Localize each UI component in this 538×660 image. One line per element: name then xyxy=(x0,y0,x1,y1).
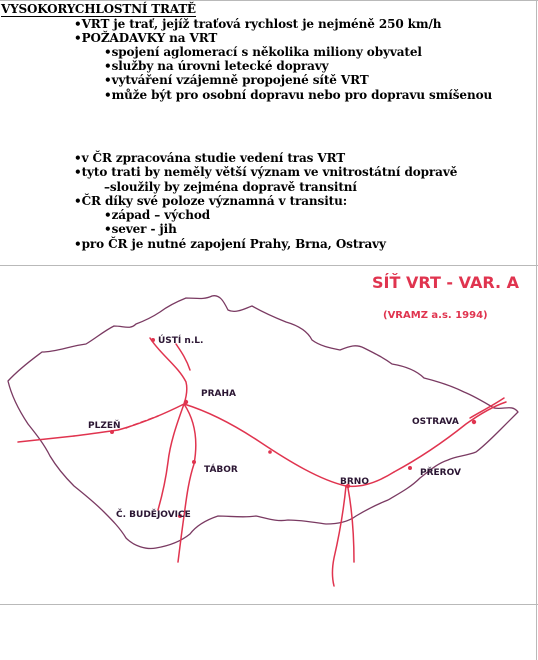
city-dot-ostrava xyxy=(472,420,476,424)
rail-praha-budejovice xyxy=(178,404,196,562)
text-line: •VRT je trať, jejíž traťová rychlost je nejméně 250 km/h xyxy=(74,17,442,31)
railway-map xyxy=(0,266,538,604)
top-border-line xyxy=(0,0,538,1)
text-line: •v ČR zpracována studie vedení tras VRT xyxy=(74,151,346,165)
map-drawing xyxy=(0,266,538,604)
map-subtitle: (VRAMZ a.s. 1994) xyxy=(383,310,488,321)
text-line: •POŽADAVKY na VRT xyxy=(74,31,218,45)
city-dot-usti xyxy=(151,338,155,342)
rail-plzen-west xyxy=(18,436,74,442)
city-label-brno: BRNO xyxy=(340,477,369,487)
rail-brno-south-branch xyxy=(348,488,354,562)
rail-praha-usti-branch xyxy=(176,344,190,370)
city-markers xyxy=(110,338,476,518)
document-title: VYSOKORYCHLOSTNÍ TRATĚ xyxy=(1,2,196,16)
rail-brno-ostrava xyxy=(394,402,506,472)
text-line: •může být pro osobní dopravu nebo pro dopravu smíšenou xyxy=(104,88,493,102)
text-line: •pro ČR je nutné zapojení Prahy, Brna, Ostravy xyxy=(74,237,386,251)
city-label-praha: PRAHA xyxy=(201,389,236,399)
city-label-usti: ÚSTÍ n.L. xyxy=(158,336,204,346)
map-title: SÍŤ VRT - VAR. A xyxy=(372,273,519,292)
city-dot-praha xyxy=(184,400,188,404)
text-line: •vytváření vzájemně propojené sítě VRT xyxy=(104,73,369,87)
rail-brno-south xyxy=(333,486,347,586)
text-line: •spojení aglomerací s několika miliony obyvatel xyxy=(104,45,422,59)
city-label-budejovice: Č. BUDĚJOVICE xyxy=(116,510,191,520)
rail-plzen-east-dashed xyxy=(126,416,158,428)
text-line: •služby na úrovni letecké dopravy xyxy=(104,59,329,73)
city-dot-tabor xyxy=(192,460,196,464)
city-label-tabor: TÁBOR xyxy=(204,465,238,475)
text-line: •sever - jih xyxy=(104,222,177,236)
rail-usti-praha xyxy=(150,338,187,404)
city-label-ostrava: OSTRAVA xyxy=(412,417,459,427)
city-dot-prerov xyxy=(408,466,412,470)
rail-plzen-praha xyxy=(74,404,184,436)
text-line: •západ – východ xyxy=(104,208,211,222)
section-divider-lower xyxy=(0,604,538,605)
rail-praha-budejovice-west xyxy=(158,404,184,510)
rail-lines xyxy=(18,338,506,586)
text-line: •ČR díky své poloze významná v transitu: xyxy=(74,194,348,208)
text-line: •tyto trati by neměly větší význam ve vnitrostátní dopravě xyxy=(74,165,458,179)
city-label-prerov: PŘEROV xyxy=(420,468,461,478)
text-line: –sloužily by zejména dopravě transitní xyxy=(104,180,357,194)
city-dot-jihlava xyxy=(268,450,272,454)
city-label-plzen: PLZEŇ xyxy=(88,421,121,431)
